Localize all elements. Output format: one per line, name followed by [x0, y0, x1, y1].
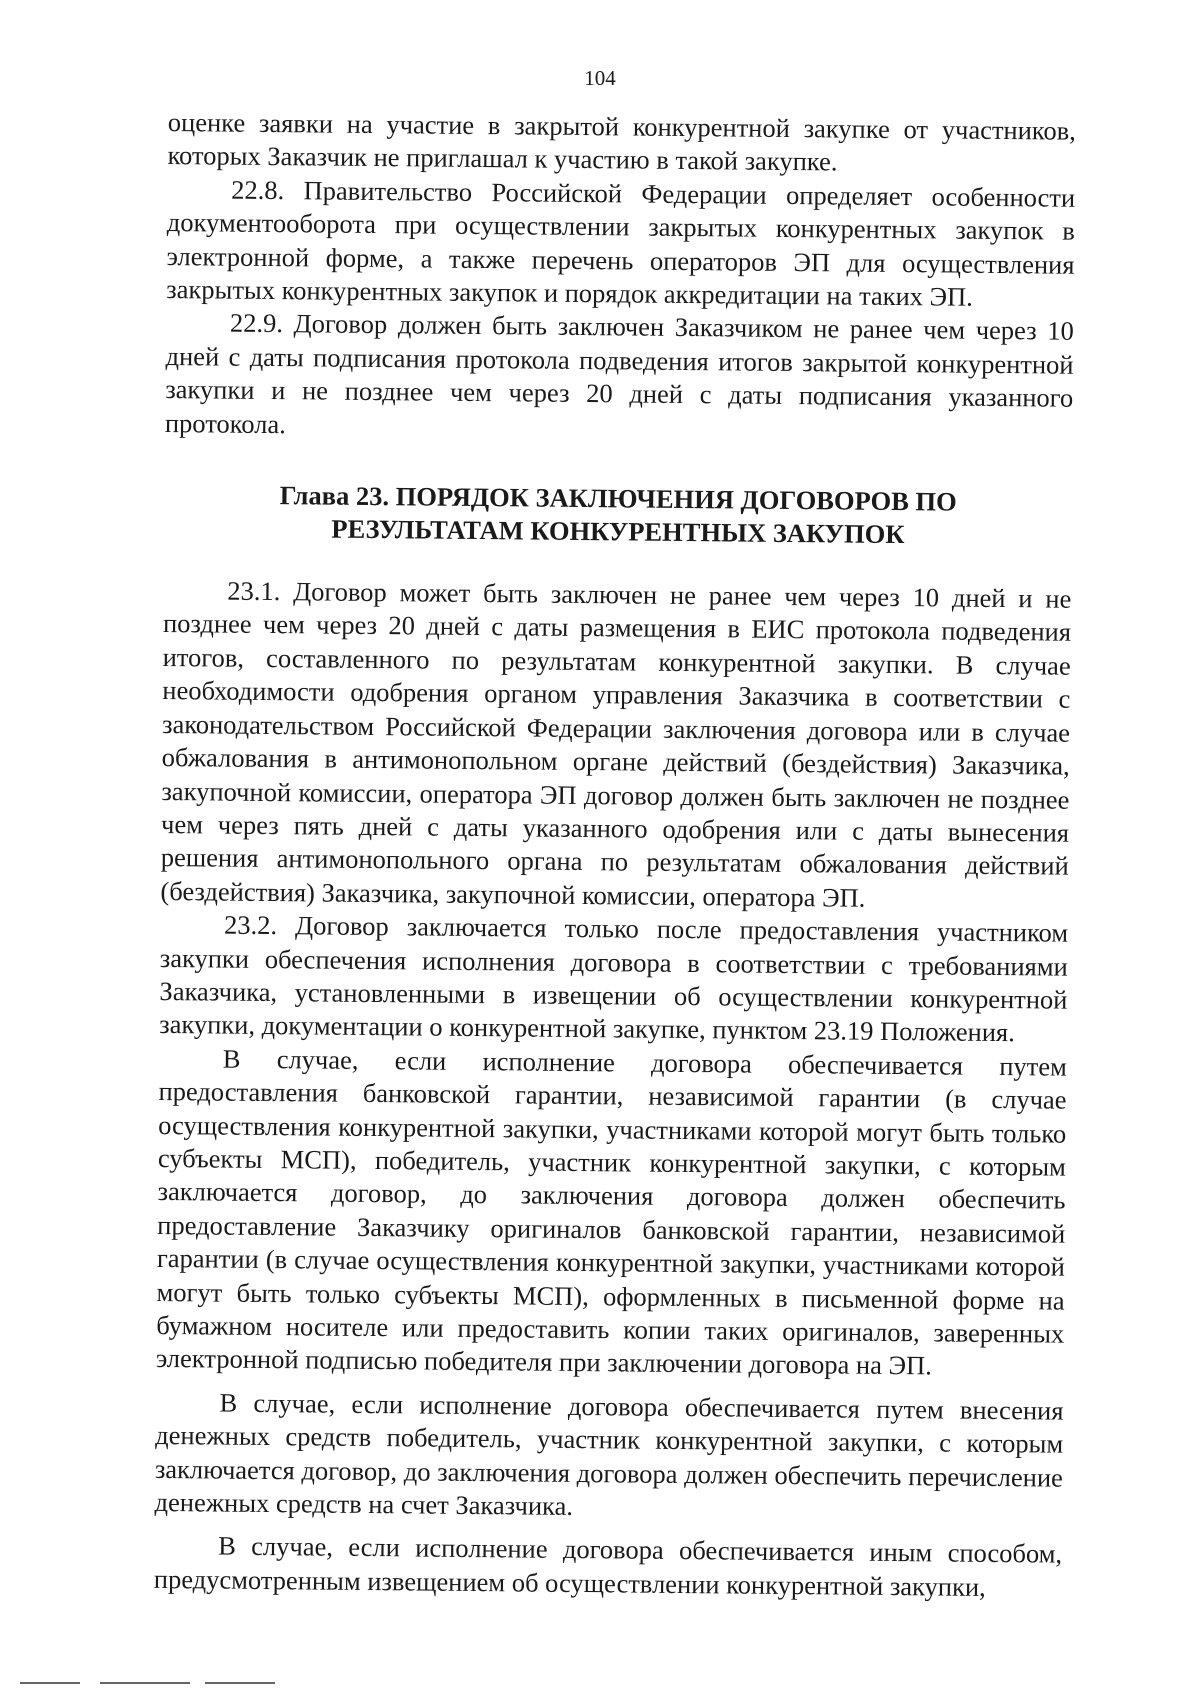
paragraph-23-1: 23.1. Договор может быть заключен не ранее чем через 10 дней и не позднее чем через 20 дней с даты размещения в ЕИС протокола подведения итогов, составленного по результатам конкурентной закупки. В случае необходимости одобрения органом управления Заказчика в соответствии с законодательством Российской Федерации заключения договора или в случае обжалования в антимонопольном органе действий (бездействия) Заказчика, закупочной комиссии, оператора ЭП договор должен быть заключен не позднее чем через пять дней с даты указанного одобрения или с даты вынесения решения антимонопольного органа по результатам обжалования действий (бездействия) Заказчика, закупочной комиссии, оператора ЭП.: [160, 575, 1072, 913]
scan-artifact-lines: [0, 1682, 300, 1688]
paragraph-other-method: В случае, если исполнение договора обеспечивается иным способом, предусмотренным извещением об осуществлении конкурентной закупки,: [153, 1530, 1063, 1602]
scan-artifact-line: [20, 1682, 80, 1684]
paragraph-22-8: 22.8. Правительство Российской Федерации определяет особенности документооборота при осуществлении закрытых конкурентных закупок в электронной форме, а также перечень операторов ЭП для осуществления закрытых конкурентных закупок и порядок аккредитации на таких ЭП.: [166, 174, 1076, 312]
paragraph-bank-guarantee: В случае, если исполнение договора обеспечивается путем предоставления банковской гарантии, независимой гарантии (в случае осуществления конкурентной закупки, участниками которой могут быть только субъекты МСП), победитель, участник конкурентной закупки, с которым заключается договор, до заключения договора должен обеспечить предоставление Заказчику оригиналов банковской гарантии, независимой гарантии (в случае осуществления конкурентной закупки, участниками которой могут быть только субъекты МСП), оформленных в письменной форме на бумажном носителе или предоставить копии таких оригиналов, заверенных электронной подписью победителя при заключении договора на ЭП.: [155, 1043, 1067, 1381]
chapter-heading-line-1: Глава 23. ПОРЯДОК ЗАКЛЮЧЕНИЯ ДОГОВОРОВ ПО: [279, 480, 957, 517]
paragraph-money-deposit: В случае, если исполнение договора обеспечивается путем внесения денежных средств победитель, участник конкурентной закупки, с которым заключается договор, до заключения договора должен обеспечить перечисление денежных средств на счет Заказчика.: [154, 1387, 1064, 1521]
chapter-heading: [164, 478, 1073, 553]
page-number: 104: [584, 66, 616, 90]
paragraph-continuation: оценке заявки на участие в закрытой конкурентной закупке от участников, которых Заказчик не приглашал к участию в такой закупке.: [167, 106, 1076, 177]
paragraph-22-9: 22.9. Договор должен быть заключен Заказчиком не ранее чем через 10 дней с даты подписания протокола подведения итогов закрытой конкурентной закупки и не позднее чем через 20 дней с даты подписания указанного протокола.: [164, 308, 1075, 439]
scan-artifact-line: [205, 1682, 275, 1684]
document-body: [154, 106, 1076, 1605]
scan-artifact-line: [100, 1682, 190, 1684]
paragraph-23-2: 23.2. Договор заключается только после предоставления участником закупки обеспечения исполнения договора в соответствии с требованиями Заказчика, установленными в извещении об осуществлении конкурентной закупки, документации о конкурентной закупке, пунктом 23.19 Положения.: [159, 909, 1069, 1048]
chapter-heading-line-2: РЕЗУЛЬТАТАМ КОНКУРЕНТНЫХ ЗАКУПОК: [331, 513, 905, 550]
